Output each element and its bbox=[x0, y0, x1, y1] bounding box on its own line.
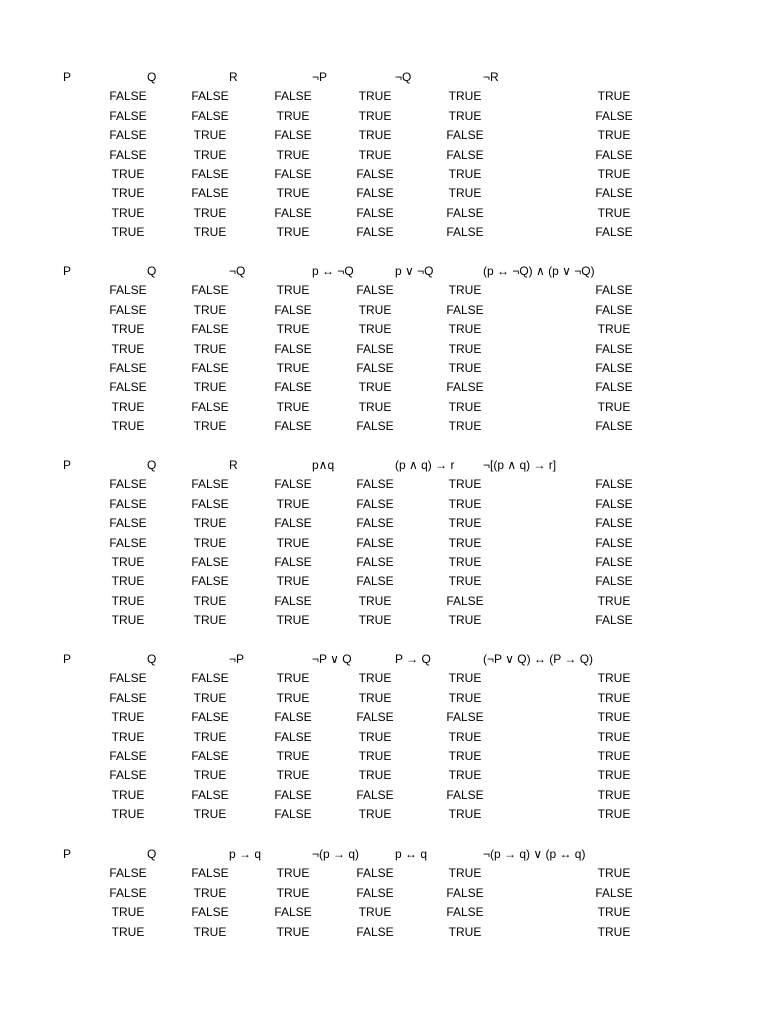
table-row bbox=[0, 611, 768, 630]
table-cell[interactable]: TRUE bbox=[597, 89, 631, 104]
table-row bbox=[0, 669, 768, 688]
column-header[interactable]: ¬R bbox=[483, 70, 499, 84]
table-cell[interactable]: FALSE bbox=[446, 205, 484, 220]
table-cell[interactable]: TRUE bbox=[111, 186, 145, 201]
table-cell[interactable]: FALSE bbox=[274, 89, 312, 104]
table-cell[interactable]: TRUE bbox=[111, 593, 145, 608]
table-cell[interactable]: FALSE bbox=[356, 516, 394, 531]
table-cell[interactable]: TRUE bbox=[448, 108, 482, 123]
table-cell[interactable]: TRUE bbox=[358, 613, 392, 628]
table-cell[interactable]: TRUE bbox=[276, 108, 310, 123]
table-cell[interactable]: TRUE bbox=[276, 496, 310, 511]
table-cell[interactable]: FALSE bbox=[274, 807, 312, 822]
table-cell[interactable]: TRUE bbox=[597, 593, 631, 608]
table-cell[interactable]: TRUE bbox=[448, 866, 482, 881]
table-row bbox=[0, 165, 768, 184]
table-cell[interactable]: FALSE bbox=[595, 613, 633, 628]
table-cell[interactable]: FALSE bbox=[274, 477, 312, 492]
table-cell[interactable]: FALSE bbox=[109, 477, 147, 492]
table-row bbox=[0, 572, 768, 591]
table-cell[interactable]: FALSE bbox=[595, 186, 633, 201]
table-cell[interactable]: TRUE bbox=[111, 787, 145, 802]
table-cell[interactable]: FALSE bbox=[191, 399, 229, 414]
table-cell[interactable]: TRUE bbox=[193, 729, 227, 744]
table-row bbox=[0, 708, 768, 727]
table-cell[interactable]: TRUE bbox=[597, 322, 631, 337]
table-cell[interactable]: FALSE bbox=[595, 496, 633, 511]
table-cell[interactable]: TRUE bbox=[597, 690, 631, 705]
column-header[interactable]: R bbox=[229, 458, 238, 472]
table-cell[interactable]: FALSE bbox=[191, 748, 229, 763]
table-cell[interactable]: TRUE bbox=[448, 399, 482, 414]
table-cell[interactable]: FALSE bbox=[356, 360, 394, 375]
column-header[interactable]: P bbox=[63, 70, 72, 84]
table-cell[interactable]: TRUE bbox=[448, 535, 482, 550]
table-cell[interactable]: FALSE bbox=[446, 593, 484, 608]
table-cell[interactable]: TRUE bbox=[448, 477, 482, 492]
table-cell[interactable]: TRUE bbox=[193, 516, 227, 531]
table-row bbox=[0, 359, 768, 378]
table-cell[interactable]: FALSE bbox=[109, 885, 147, 900]
table-cell[interactable]: FALSE bbox=[356, 535, 394, 550]
table-cell[interactable]: FALSE bbox=[274, 593, 312, 608]
table-cell[interactable]: FALSE bbox=[446, 302, 484, 317]
table-cell[interactable]: FALSE bbox=[109, 108, 147, 123]
column-header[interactable]: p∧q bbox=[312, 458, 335, 472]
table-cell[interactable]: FALSE bbox=[356, 205, 394, 220]
column-header[interactable]: Q bbox=[147, 847, 157, 861]
column-header[interactable]: R bbox=[229, 70, 238, 84]
column-header[interactable]: p ∨ ¬Q bbox=[395, 264, 434, 278]
table-cell[interactable]: TRUE bbox=[597, 905, 631, 920]
table-cell[interactable]: TRUE bbox=[111, 399, 145, 414]
table-cell[interactable]: FALSE bbox=[356, 166, 394, 181]
table-cell[interactable]: FALSE bbox=[595, 108, 633, 123]
table-cell[interactable]: TRUE bbox=[358, 690, 392, 705]
table-cell[interactable]: FALSE bbox=[595, 419, 633, 434]
table-cell[interactable]: FALSE bbox=[109, 748, 147, 763]
table-cell[interactable]: TRUE bbox=[597, 205, 631, 220]
table-cell[interactable]: TRUE bbox=[448, 613, 482, 628]
table-cell[interactable]: FALSE bbox=[274, 419, 312, 434]
table-cell[interactable]: TRUE bbox=[358, 128, 392, 143]
table-cell[interactable]: FALSE bbox=[191, 671, 229, 686]
table-cell[interactable]: FALSE bbox=[446, 128, 484, 143]
column-header[interactable]: P bbox=[63, 264, 72, 278]
table-cell[interactable]: FALSE bbox=[595, 885, 633, 900]
table-cell[interactable]: TRUE bbox=[193, 593, 227, 608]
column-header[interactable]: ¬Q bbox=[229, 264, 246, 278]
column-header[interactable]: P bbox=[63, 458, 72, 472]
table-cell[interactable]: FALSE bbox=[274, 729, 312, 744]
table-row bbox=[0, 340, 768, 359]
table-row bbox=[0, 786, 768, 805]
truth-table bbox=[0, 456, 768, 631]
table-cell[interactable]: TRUE bbox=[597, 671, 631, 686]
table-cell[interactable]: TRUE bbox=[111, 905, 145, 920]
column-header[interactable]: p → q bbox=[229, 847, 262, 861]
table-cell[interactable]: TRUE bbox=[111, 710, 145, 725]
column-header[interactable]: Q bbox=[147, 458, 157, 472]
table-cell[interactable]: TRUE bbox=[276, 690, 310, 705]
table-header-row bbox=[0, 456, 768, 475]
table-cell[interactable]: TRUE bbox=[448, 554, 482, 569]
table-cell[interactable]: TRUE bbox=[111, 554, 145, 569]
table-cell[interactable]: FALSE bbox=[191, 283, 229, 298]
table-cell[interactable]: TRUE bbox=[193, 147, 227, 162]
truth-table bbox=[0, 262, 768, 437]
table-cell[interactable]: TRUE bbox=[597, 399, 631, 414]
table-cell[interactable]: TRUE bbox=[597, 768, 631, 783]
table-cell[interactable]: TRUE bbox=[111, 322, 145, 337]
table-cell[interactable]: FALSE bbox=[109, 380, 147, 395]
table-cell[interactable]: FALSE bbox=[595, 283, 633, 298]
table-cell[interactable]: TRUE bbox=[276, 225, 310, 240]
table-cell[interactable]: FALSE bbox=[595, 380, 633, 395]
table-cell[interactable]: FALSE bbox=[109, 535, 147, 550]
table-cell[interactable]: TRUE bbox=[111, 166, 145, 181]
table-cell[interactable]: TRUE bbox=[597, 748, 631, 763]
table-cell[interactable]: FALSE bbox=[191, 477, 229, 492]
table-cell[interactable]: FALSE bbox=[109, 283, 147, 298]
table-cell[interactable]: TRUE bbox=[111, 341, 145, 356]
table-cell[interactable]: FALSE bbox=[356, 924, 394, 939]
table-cell[interactable]: FALSE bbox=[191, 710, 229, 725]
table-cell[interactable]: TRUE bbox=[448, 89, 482, 104]
table-cell[interactable]: TRUE bbox=[193, 128, 227, 143]
table-cell[interactable]: TRUE bbox=[193, 807, 227, 822]
table-row bbox=[0, 592, 768, 611]
table-cell[interactable]: FALSE bbox=[191, 166, 229, 181]
table-cell[interactable]: FALSE bbox=[356, 477, 394, 492]
table-cell[interactable]: TRUE bbox=[276, 399, 310, 414]
truth-table bbox=[0, 68, 768, 243]
column-header[interactable]: P → Q bbox=[395, 652, 431, 666]
table-cell[interactable]: TRUE bbox=[193, 535, 227, 550]
table-cell[interactable]: FALSE bbox=[109, 302, 147, 317]
table-cell[interactable]: TRUE bbox=[448, 186, 482, 201]
table-cell[interactable]: TRUE bbox=[358, 399, 392, 414]
column-header[interactable]: Q bbox=[147, 652, 157, 666]
table-row bbox=[0, 417, 768, 436]
table-cell[interactable]: FALSE bbox=[109, 690, 147, 705]
table-cell[interactable]: FALSE bbox=[191, 574, 229, 589]
table-cell[interactable]: TRUE bbox=[358, 147, 392, 162]
table-cell[interactable]: TRUE bbox=[597, 128, 631, 143]
table-cell[interactable]: TRUE bbox=[111, 205, 145, 220]
table-cell[interactable]: FALSE bbox=[595, 554, 633, 569]
column-header[interactable]: (p ∧ q) → r bbox=[395, 458, 455, 472]
table-row bbox=[0, 747, 768, 766]
table-cell[interactable]: TRUE bbox=[358, 807, 392, 822]
table-cell[interactable]: FALSE bbox=[446, 147, 484, 162]
table-header-row bbox=[0, 650, 768, 669]
table-cell[interactable]: TRUE bbox=[111, 225, 145, 240]
table-row bbox=[0, 903, 768, 922]
table-cell[interactable]: FALSE bbox=[356, 419, 394, 434]
table-cell[interactable]: FALSE bbox=[356, 574, 394, 589]
table-cell[interactable]: FALSE bbox=[191, 787, 229, 802]
table-row bbox=[0, 495, 768, 514]
table-cell[interactable]: TRUE bbox=[597, 866, 631, 881]
table-cell[interactable]: FALSE bbox=[274, 128, 312, 143]
table-cell[interactable]: FALSE bbox=[446, 905, 484, 920]
table-cell[interactable]: FALSE bbox=[595, 516, 633, 531]
table-cell[interactable]: FALSE bbox=[595, 477, 633, 492]
table-cell[interactable]: TRUE bbox=[597, 729, 631, 744]
table-row bbox=[0, 223, 768, 242]
column-header[interactable]: p ↔ q bbox=[395, 847, 428, 861]
table-cell[interactable]: FALSE bbox=[274, 166, 312, 181]
table-cell[interactable]: TRUE bbox=[448, 748, 482, 763]
table-cell[interactable]: TRUE bbox=[448, 419, 482, 434]
table-cell[interactable]: FALSE bbox=[191, 108, 229, 123]
table-cell[interactable]: FALSE bbox=[595, 535, 633, 550]
table-cell[interactable]: TRUE bbox=[358, 748, 392, 763]
table-cell[interactable]: FALSE bbox=[356, 554, 394, 569]
table-cell[interactable]: TRUE bbox=[276, 866, 310, 881]
table-header-row bbox=[0, 262, 768, 281]
table-cell[interactable]: TRUE bbox=[276, 322, 310, 337]
table-cell[interactable]: FALSE bbox=[595, 341, 633, 356]
table-cell[interactable]: FALSE bbox=[595, 225, 633, 240]
table-row bbox=[0, 184, 768, 203]
table-cell[interactable]: TRUE bbox=[193, 205, 227, 220]
table-cell[interactable]: FALSE bbox=[191, 866, 229, 881]
table-cell[interactable]: FALSE bbox=[109, 866, 147, 881]
table-cell[interactable]: TRUE bbox=[193, 690, 227, 705]
table-cell[interactable]: FALSE bbox=[191, 186, 229, 201]
table-cell[interactable]: FALSE bbox=[356, 866, 394, 881]
table-cell[interactable]: FALSE bbox=[109, 496, 147, 511]
table-cell[interactable]: TRUE bbox=[193, 225, 227, 240]
table-cell[interactable]: FALSE bbox=[274, 710, 312, 725]
table-cell[interactable]: FALSE bbox=[191, 905, 229, 920]
table-cell[interactable]: FALSE bbox=[109, 516, 147, 531]
table-cell[interactable]: TRUE bbox=[276, 924, 310, 939]
table-cell[interactable]: FALSE bbox=[595, 302, 633, 317]
table-cell[interactable]: TRUE bbox=[276, 283, 310, 298]
table-cell[interactable]: TRUE bbox=[448, 924, 482, 939]
column-header[interactable]: (p ↔ ¬Q) ∧ (p ∨ ¬Q) bbox=[483, 264, 595, 278]
table-row bbox=[0, 689, 768, 708]
table-cell[interactable]: TRUE bbox=[448, 574, 482, 589]
table-cell[interactable]: TRUE bbox=[193, 380, 227, 395]
table-row bbox=[0, 884, 768, 903]
table-cell[interactable]: TRUE bbox=[111, 613, 145, 628]
table-row bbox=[0, 320, 768, 339]
table-cell[interactable]: FALSE bbox=[446, 380, 484, 395]
table-cell[interactable]: TRUE bbox=[448, 768, 482, 783]
table-cell[interactable]: FALSE bbox=[446, 710, 484, 725]
table-cell[interactable]: FALSE bbox=[191, 554, 229, 569]
table-header-row bbox=[0, 845, 768, 864]
table-cell[interactable]: FALSE bbox=[446, 787, 484, 802]
table-cell[interactable]: TRUE bbox=[276, 147, 310, 162]
table-cell[interactable]: TRUE bbox=[358, 593, 392, 608]
table-cell[interactable]: FALSE bbox=[109, 147, 147, 162]
truth-table bbox=[0, 845, 768, 942]
table-cell[interactable]: FALSE bbox=[356, 225, 394, 240]
table-cell[interactable]: TRUE bbox=[276, 360, 310, 375]
table-header-row bbox=[0, 68, 768, 87]
table-cell[interactable]: FALSE bbox=[595, 360, 633, 375]
table-row bbox=[0, 126, 768, 145]
table-row bbox=[0, 766, 768, 785]
table-cell[interactable]: TRUE bbox=[448, 690, 482, 705]
table-cell[interactable]: TRUE bbox=[193, 768, 227, 783]
column-header[interactable]: ¬P bbox=[312, 70, 328, 84]
table-cell[interactable]: FALSE bbox=[274, 516, 312, 531]
table-cell[interactable]: TRUE bbox=[597, 807, 631, 822]
table-cell[interactable]: FALSE bbox=[595, 147, 633, 162]
table-cell[interactable]: TRUE bbox=[111, 419, 145, 434]
table-cell[interactable]: TRUE bbox=[448, 671, 482, 686]
table-cell[interactable]: FALSE bbox=[446, 225, 484, 240]
table-cell[interactable]: TRUE bbox=[276, 186, 310, 201]
table-cell[interactable]: TRUE bbox=[448, 166, 482, 181]
table-cell[interactable]: TRUE bbox=[358, 108, 392, 123]
table-cell[interactable]: FALSE bbox=[274, 341, 312, 356]
table-cell[interactable]: FALSE bbox=[109, 671, 147, 686]
table-cell[interactable]: FALSE bbox=[274, 787, 312, 802]
table-row bbox=[0, 378, 768, 397]
column-header[interactable]: (¬P ∨ Q) ↔ (P → Q) bbox=[483, 652, 594, 666]
table-row bbox=[0, 146, 768, 165]
table-cell[interactable]: TRUE bbox=[111, 729, 145, 744]
column-header[interactable]: ¬P ∨ Q bbox=[312, 652, 352, 666]
table-cell[interactable]: TRUE bbox=[193, 419, 227, 434]
table-cell[interactable]: TRUE bbox=[111, 807, 145, 822]
table-row bbox=[0, 805, 768, 824]
table-cell[interactable]: TRUE bbox=[448, 729, 482, 744]
table-row bbox=[0, 728, 768, 747]
table-cell[interactable]: TRUE bbox=[358, 729, 392, 744]
table-cell[interactable]: TRUE bbox=[111, 924, 145, 939]
column-header[interactable]: Q bbox=[147, 264, 157, 278]
table-cell[interactable]: TRUE bbox=[448, 807, 482, 822]
truth-table bbox=[0, 650, 768, 825]
table-cell[interactable]: TRUE bbox=[193, 613, 227, 628]
column-header[interactable]: P bbox=[63, 652, 72, 666]
column-header[interactable]: p ↔ ¬Q bbox=[312, 264, 354, 278]
table-cell[interactable]: TRUE bbox=[358, 302, 392, 317]
table-cell[interactable]: TRUE bbox=[276, 574, 310, 589]
column-header[interactable]: ¬Q bbox=[395, 70, 412, 84]
table-cell[interactable]: TRUE bbox=[276, 613, 310, 628]
table-row bbox=[0, 534, 768, 553]
table-cell[interactable]: FALSE bbox=[191, 322, 229, 337]
table-cell[interactable]: FALSE bbox=[274, 905, 312, 920]
table-row bbox=[0, 204, 768, 223]
column-header[interactable]: ¬[(p ∧ q) → r] bbox=[483, 458, 557, 472]
table-cell[interactable]: TRUE bbox=[276, 748, 310, 763]
table-cell[interactable]: FALSE bbox=[274, 380, 312, 395]
table-cell[interactable]: TRUE bbox=[597, 924, 631, 939]
table-cell[interactable]: TRUE bbox=[597, 787, 631, 802]
table-cell[interactable]: FALSE bbox=[109, 128, 147, 143]
table-row bbox=[0, 281, 768, 300]
table-cell[interactable]: TRUE bbox=[276, 885, 310, 900]
table-cell[interactable]: TRUE bbox=[276, 768, 310, 783]
table-row bbox=[0, 87, 768, 106]
column-header[interactable]: P bbox=[63, 847, 72, 861]
table-cell[interactable]: FALSE bbox=[356, 496, 394, 511]
column-header[interactable]: Q bbox=[147, 70, 157, 84]
table-cell[interactable]: FALSE bbox=[356, 787, 394, 802]
table-cell[interactable]: TRUE bbox=[597, 166, 631, 181]
table-cell[interactable]: FALSE bbox=[191, 89, 229, 104]
table-cell[interactable]: FALSE bbox=[356, 186, 394, 201]
table-cell[interactable]: TRUE bbox=[448, 496, 482, 511]
table-cell[interactable]: TRUE bbox=[358, 322, 392, 337]
table-cell[interactable]: TRUE bbox=[193, 341, 227, 356]
table-row bbox=[0, 553, 768, 572]
table-cell[interactable]: FALSE bbox=[356, 341, 394, 356]
table-cell[interactable]: FALSE bbox=[191, 360, 229, 375]
table-cell[interactable]: TRUE bbox=[193, 302, 227, 317]
column-header[interactable]: ¬(p → q) ∨ (p ↔ q) bbox=[483, 847, 586, 861]
table-row bbox=[0, 514, 768, 533]
table-cell[interactable]: FALSE bbox=[356, 885, 394, 900]
table-cell[interactable]: TRUE bbox=[193, 924, 227, 939]
table-cell[interactable]: TRUE bbox=[448, 341, 482, 356]
table-cell[interactable]: FALSE bbox=[274, 302, 312, 317]
table-row bbox=[0, 301, 768, 320]
table-cell[interactable]: FALSE bbox=[356, 710, 394, 725]
table-cell[interactable]: TRUE bbox=[448, 283, 482, 298]
table-cell[interactable]: TRUE bbox=[193, 885, 227, 900]
table-cell[interactable]: TRUE bbox=[358, 671, 392, 686]
table-cell[interactable]: FALSE bbox=[446, 885, 484, 900]
table-cell[interactable]: FALSE bbox=[109, 768, 147, 783]
table-cell[interactable]: FALSE bbox=[109, 360, 147, 375]
table-cell[interactable]: TRUE bbox=[448, 322, 482, 337]
table-cell[interactable]: TRUE bbox=[597, 710, 631, 725]
table-cell[interactable]: TRUE bbox=[111, 574, 145, 589]
table-cell[interactable]: TRUE bbox=[276, 671, 310, 686]
table-cell[interactable]: TRUE bbox=[358, 905, 392, 920]
table-cell[interactable]: FALSE bbox=[595, 574, 633, 589]
table-row bbox=[0, 107, 768, 126]
column-header[interactable]: ¬P bbox=[229, 652, 245, 666]
column-header[interactable]: ¬(p → q) bbox=[312, 847, 360, 861]
table-cell[interactable]: TRUE bbox=[448, 516, 482, 531]
table-cell[interactable]: FALSE bbox=[356, 283, 394, 298]
table-row bbox=[0, 923, 768, 942]
table-cell[interactable]: FALSE bbox=[109, 89, 147, 104]
table-row bbox=[0, 864, 768, 883]
table-cell[interactable]: FALSE bbox=[274, 554, 312, 569]
table-cell[interactable]: TRUE bbox=[276, 535, 310, 550]
table-cell[interactable]: FALSE bbox=[191, 496, 229, 511]
table-row bbox=[0, 398, 768, 417]
table-row bbox=[0, 475, 768, 494]
table-cell[interactable]: FALSE bbox=[274, 205, 312, 220]
table-cell[interactable]: TRUE bbox=[358, 89, 392, 104]
table-cell[interactable]: TRUE bbox=[448, 360, 482, 375]
table-cell[interactable]: TRUE bbox=[358, 380, 392, 395]
table-cell[interactable]: TRUE bbox=[358, 768, 392, 783]
